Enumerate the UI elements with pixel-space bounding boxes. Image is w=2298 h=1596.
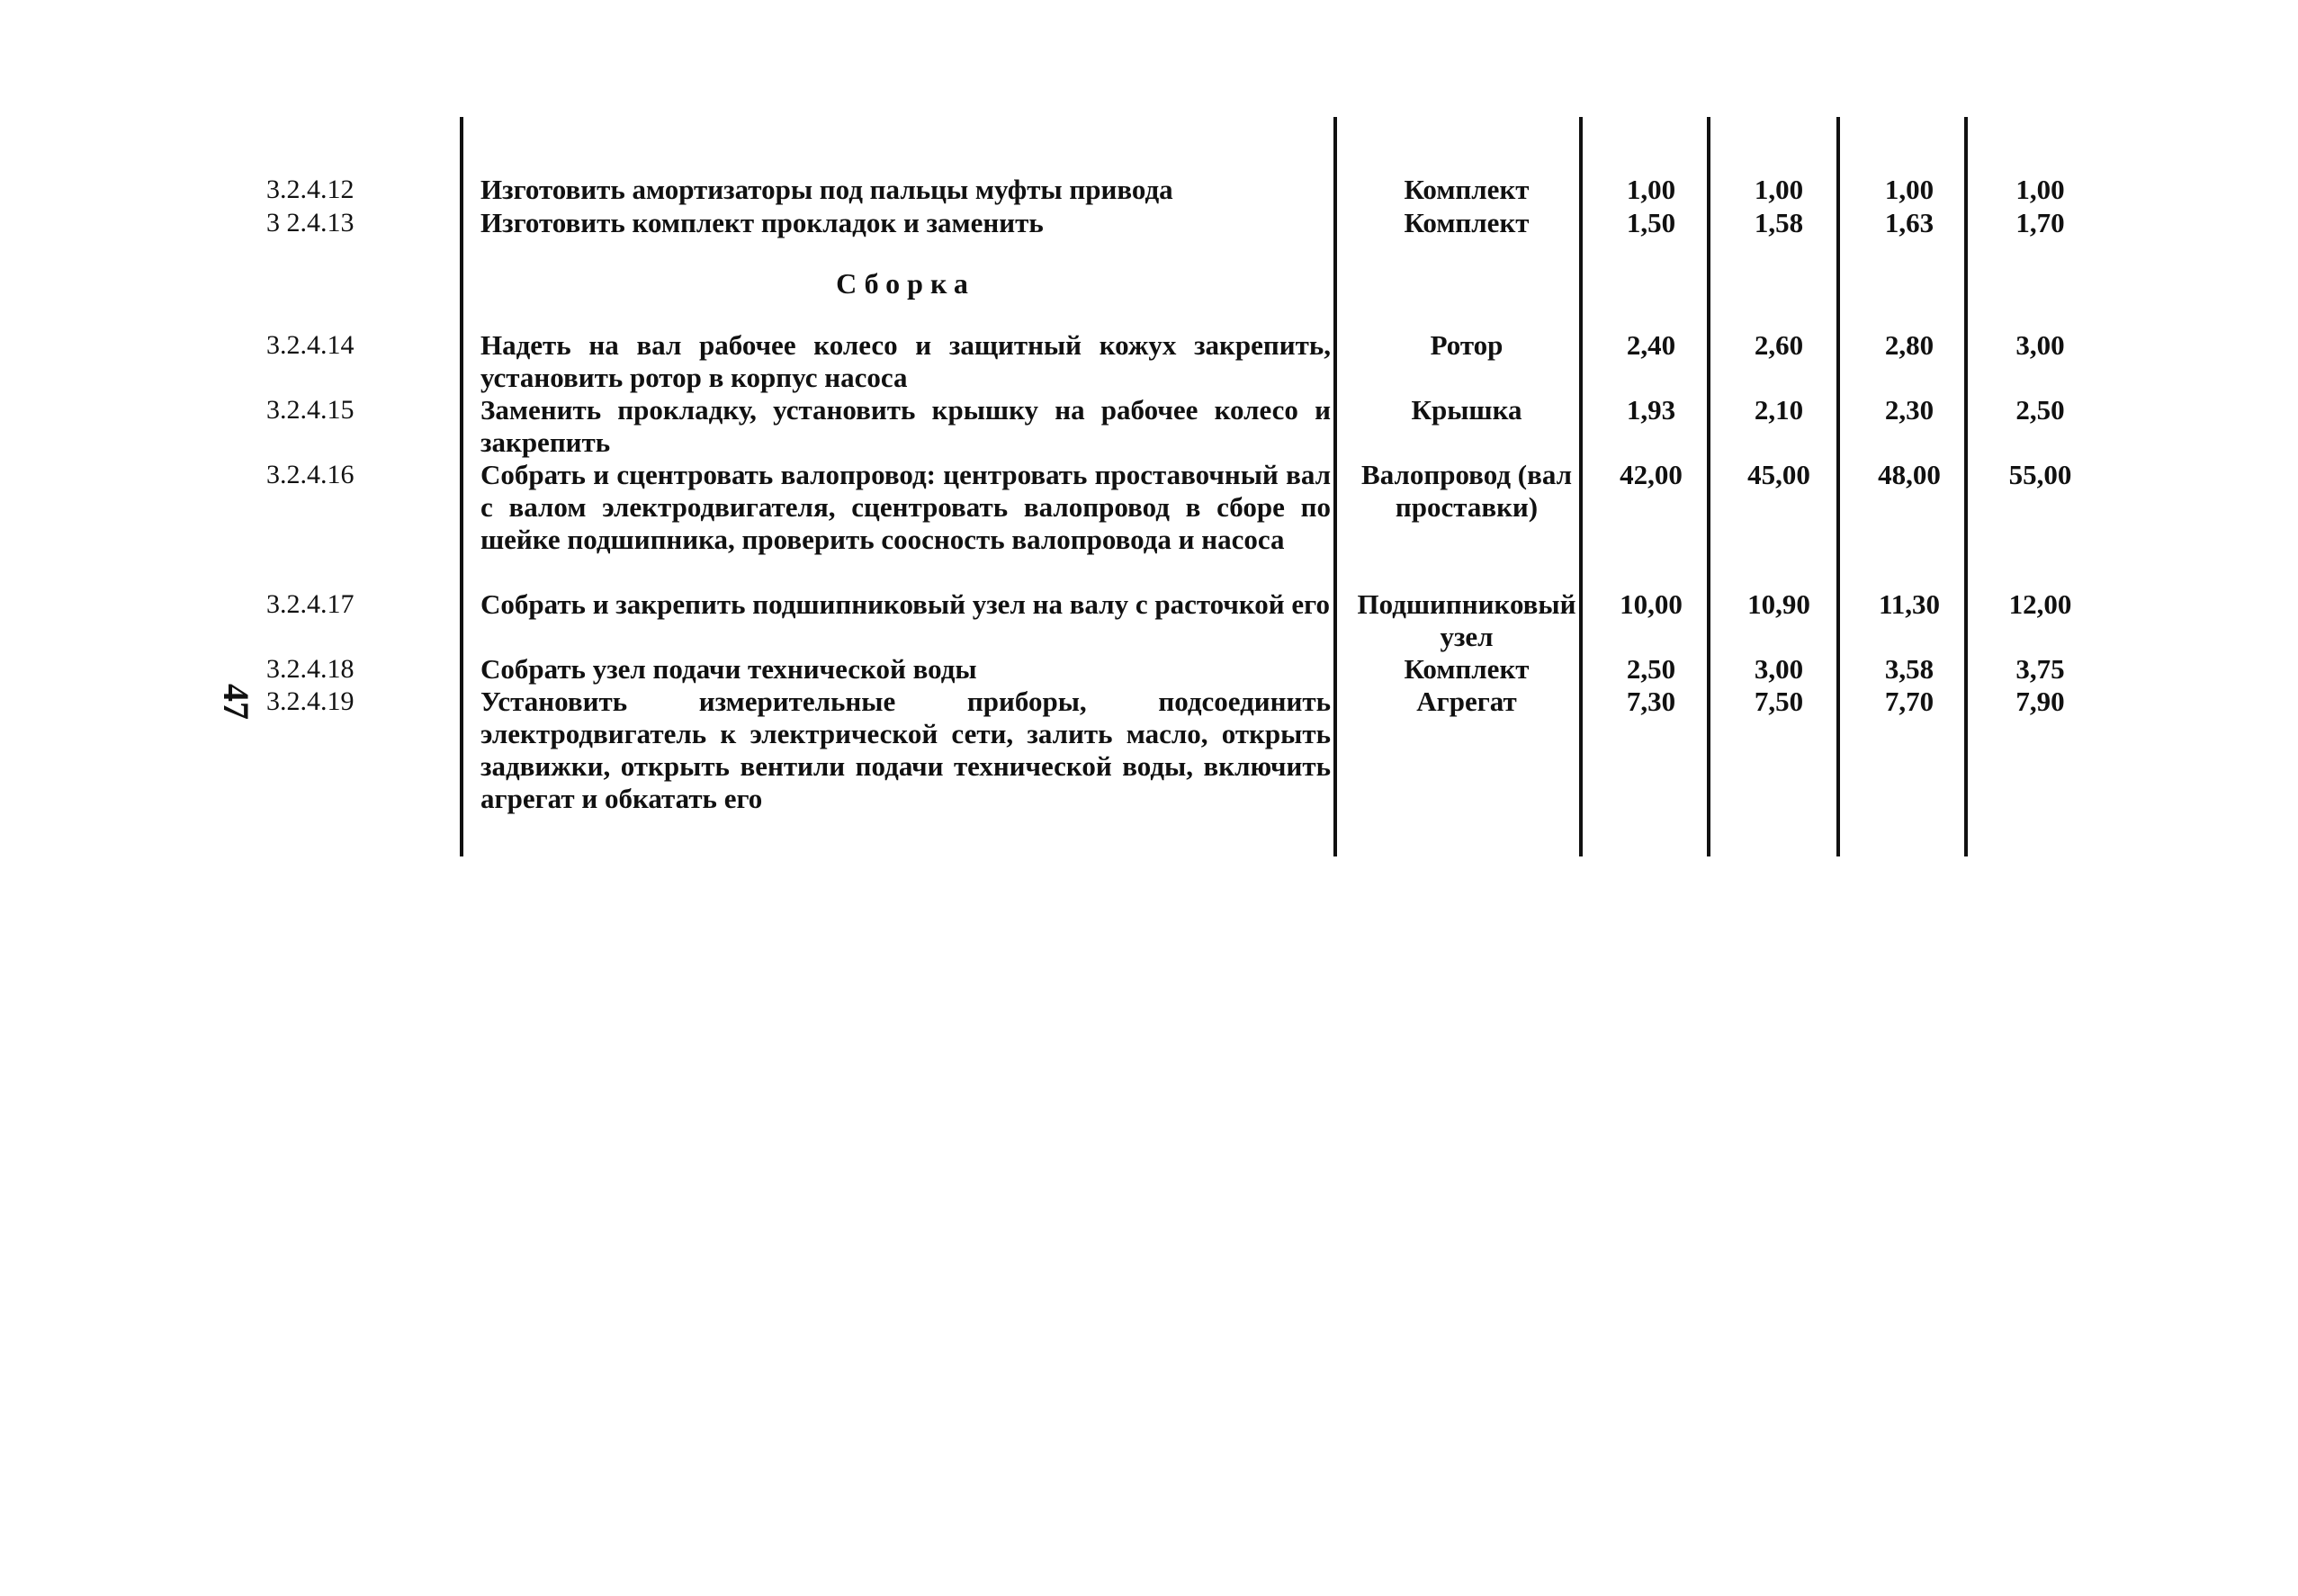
value-col-2: 3,00 bbox=[1754, 653, 1804, 685]
item-unit: Ротор bbox=[1430, 329, 1504, 361]
value-col-1: 1,00 bbox=[1626, 174, 1676, 205]
value-col-4: 1,00 bbox=[2015, 174, 2065, 205]
value-col-1: 2,40 bbox=[1626, 329, 1676, 361]
item-unit: Подшипниковый узел bbox=[1357, 588, 1576, 652]
value-col-3: 1,63 bbox=[1884, 207, 1934, 238]
item-description: Надеть на вал рабочее колесо и защитный кожух закрепить, установить ротор в корпус насоса bbox=[480, 329, 1331, 393]
value-col-2: 2,10 bbox=[1754, 394, 1804, 426]
value-col-4: 3,75 bbox=[2015, 653, 2065, 685]
value-col-4: 2,50 bbox=[2015, 394, 2065, 426]
value-col-1: 42,00 bbox=[1620, 459, 1683, 490]
item-number: 3.2.4.14 bbox=[266, 330, 355, 360]
item-description: Заменить прокладку, установить крышку на рабочее колесо и закрепить bbox=[480, 394, 1331, 458]
value-col-3: 1,00 bbox=[1884, 174, 1934, 205]
item-number: 3.2.4.19 bbox=[266, 686, 355, 716]
value-col-2: 2,60 bbox=[1754, 329, 1804, 361]
item-description: Изготовить комплект прокладок и заменить bbox=[480, 207, 1044, 238]
item-number: 3.2.4.15 bbox=[266, 395, 355, 425]
value-col-4: 3,00 bbox=[2015, 329, 2065, 361]
section-title: Сборка bbox=[836, 267, 975, 300]
item-number: 3.2.4.17 bbox=[266, 589, 355, 619]
value-col-4: 7,90 bbox=[2015, 686, 2065, 717]
item-unit: Крышка bbox=[1411, 394, 1522, 426]
item-description: Собрать и закрепить подшипниковый узел на валу с расточкой его bbox=[480, 588, 1330, 620]
column-rule-2 bbox=[1333, 117, 1337, 856]
item-description: Собрать узел подачи технической воды bbox=[480, 653, 977, 685]
value-col-4: 1,70 bbox=[2015, 207, 2065, 238]
item-description: Собрать и сцентровать валопровод: центровать проставочный вал с валом электродвигателя, сцентровать валопровод в сборе по шейке подшипника, проверить соосность валопровода и насоса bbox=[480, 459, 1331, 555]
item-number: 3.2.4.18 bbox=[266, 654, 355, 684]
page-number: 47 bbox=[216, 684, 256, 720]
value-col-4: 12,00 bbox=[2008, 588, 2072, 620]
item-description: Изготовить амортизаторы под пальцы муфты привода bbox=[480, 174, 1173, 205]
item-unit: Валопровод (вал проставки) bbox=[1361, 459, 1572, 523]
value-col-1: 1,50 bbox=[1626, 207, 1676, 238]
value-col-3: 48,00 bbox=[1878, 459, 1941, 490]
item-number: 3 2.4.13 bbox=[266, 208, 355, 238]
item-unit: Комплект bbox=[1404, 653, 1530, 685]
value-col-1: 7,30 bbox=[1626, 686, 1676, 717]
item-number: 3.2.4.16 bbox=[266, 460, 355, 489]
value-col-2: 45,00 bbox=[1747, 459, 1810, 490]
value-col-3: 7,70 bbox=[1884, 686, 1934, 717]
item-unit: Комплект bbox=[1404, 174, 1530, 205]
value-col-3: 11,30 bbox=[1878, 588, 1941, 620]
value-col-3: 2,30 bbox=[1884, 394, 1934, 426]
item-number: 3.2.4.12 bbox=[266, 175, 355, 204]
value-col-1: 10,00 bbox=[1620, 588, 1683, 620]
value-col-4: 55,00 bbox=[2008, 459, 2072, 490]
value-col-1: 1,93 bbox=[1626, 394, 1676, 426]
value-col-1: 2,50 bbox=[1626, 653, 1676, 685]
item-description: Установить измерительные приборы, подсоединить электродвигатель к электрической сети, залить масло, открыть задвижки, открыть вентили подачи технической воды, включить агрегат и обкатать его bbox=[480, 686, 1331, 814]
value-col-2: 7,50 bbox=[1754, 686, 1804, 717]
value-col-3: 3,58 bbox=[1884, 653, 1934, 685]
column-rule-1 bbox=[460, 117, 463, 856]
value-col-2: 1,58 bbox=[1754, 207, 1804, 238]
value-col-2: 10,90 bbox=[1747, 588, 1810, 620]
value-col-2: 1,00 bbox=[1754, 174, 1804, 205]
item-unit: Агрегат bbox=[1416, 686, 1517, 717]
item-unit: Комплект bbox=[1404, 207, 1530, 238]
value-col-3: 2,80 bbox=[1884, 329, 1934, 361]
